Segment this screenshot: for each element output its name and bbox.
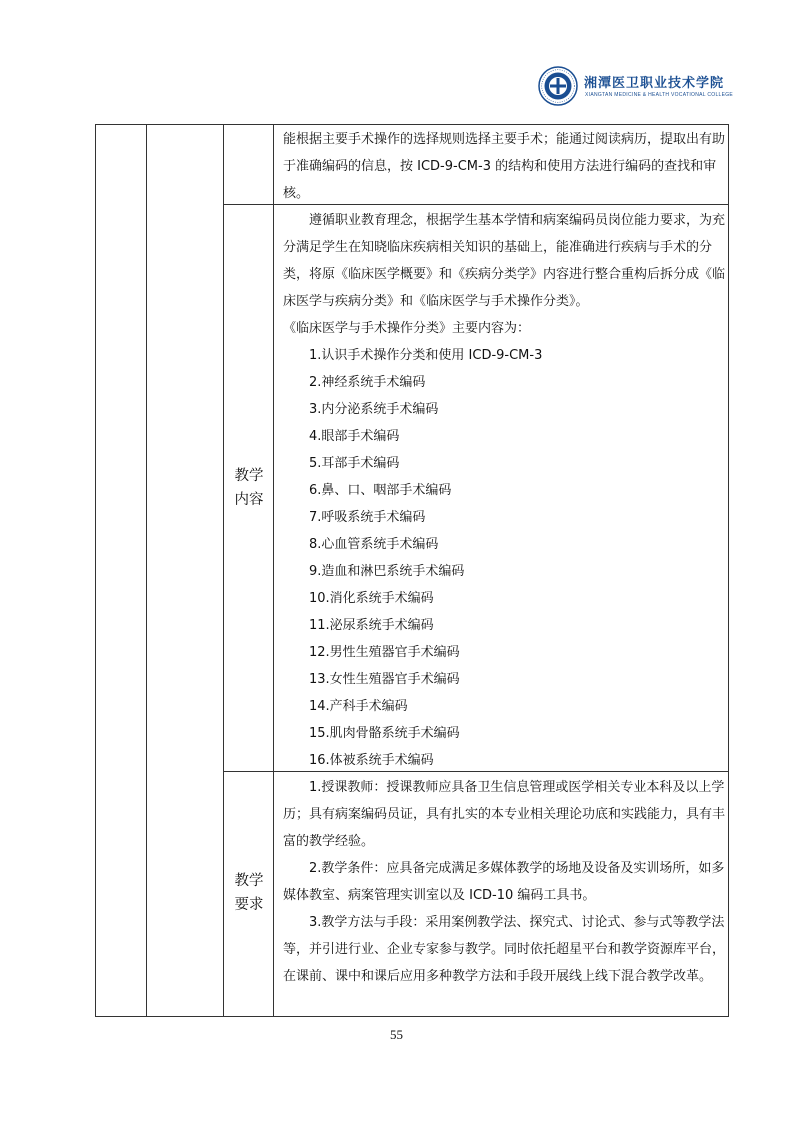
list-item: 9.造血和淋巴系统手术编码 — [309, 564, 465, 579]
teaching-requirements-label — [225, 869, 273, 917]
list-item: 3.内分泌系统手术编码 — [309, 402, 439, 417]
list-item: 5.耳部手术编码 — [309, 456, 400, 471]
list-item: 6.鼻、口、咽部手术编码 — [309, 483, 452, 498]
requirement-paragraph: 3.教学方法与手段：采用案例教学法、探究式、讨论式、参与式等教学法等，并引进行业、企业专家参与教学。同时依托超星平台和教学资源库平台，在课前、课中和课后应用多种教学方法和手段开展线上线下混合教学改革。 — [283, 915, 726, 984]
table-border-right — [728, 124, 729, 1017]
teaching-requirements-cell — [283, 774, 725, 990]
course-table — [95, 124, 729, 1017]
list-item: 8.心血管系统手术编码 — [309, 537, 439, 552]
list-item: 12.男性生殖器官手术编码 — [309, 645, 460, 660]
requirement-paragraph: 1.授课教师：授课教师应具备卫生信息管理或医学相关专业本科及以上学历；具有病案编码员证，具有扎实的本专业相关理论功底和实践能力，具有丰富的教学经验。 — [283, 780, 726, 849]
teaching-content-label-line2: 内容 — [234, 492, 264, 508]
college-name: 湘潭医卫职业技术学院 — [584, 76, 725, 91]
list-item: 16.体被系统手术编码 — [309, 753, 434, 768]
table-border-bottom — [95, 1016, 729, 1017]
teaching-requirements-label-line1: 教学 — [234, 873, 264, 889]
list-item: 11.泌尿系统手术编码 — [309, 618, 434, 633]
college-english-name: XIANGTAN MEDICINE & HEALTH VOCATIONAL COLLEGE — [585, 92, 734, 98]
teaching-requirements-label-line2: 要求 — [234, 897, 264, 913]
content-intro: 遵循职业教育理念，根据学生基本学情和病案编码员岗位能力要求，为充分满足学生在知晓临床疾病相关知识的基础上，能准确进行疾病与手术的分类，将原《临床医学概要》和《疾病分类学》内容进行整合重构后拆分成《临床医学与疾病分类》和《临床医学与手术操作分类》。 — [283, 213, 726, 309]
list-item: 7.呼吸系统手术编码 — [309, 510, 426, 525]
table-border-top — [95, 124, 729, 125]
table-divider-col2 — [223, 124, 224, 1017]
objective-cell — [283, 126, 725, 207]
table-divider-col1 — [146, 124, 147, 1017]
content-lead: 《临床医学与手术操作分类》主要内容为： — [283, 321, 531, 336]
list-item: 15.肌肉骨骼系统手术编码 — [309, 726, 460, 741]
list-item: 10.消化系统手术编码 — [309, 591, 434, 606]
page-number: 55 — [390, 1027, 403, 1042]
list-item: 14.产科手术编码 — [309, 699, 408, 714]
list-item: 1.认识手术操作分类和使用 ICD-9-CM-3 — [309, 348, 543, 363]
college-logo — [538, 66, 734, 106]
requirement-paragraph: 2.教学条件：应具备完成满足多媒体教学的场地及设备及实训场所，如多媒体教室、病案管理实训室以及 ICD-10 编码工具书。 — [283, 861, 725, 903]
list-item: 4.眼部手术编码 — [309, 429, 400, 444]
teaching-content-label-line1: 教学 — [234, 468, 264, 484]
list-item: 13.女性生殖器官手术编码 — [309, 672, 460, 687]
table-border-left — [95, 124, 96, 1017]
table-divider-col3 — [273, 124, 274, 1017]
objective-text: 能根据主要手术操作的选择规则选择主要手术；能通过阅读病历，提取出有助于准确编码的信息，按 ICD-9-CM-3 的结构和使用方法进行编码的查找和审核。 — [283, 132, 726, 201]
college-seal-icon — [538, 66, 578, 106]
list-item: 2.神经系统手术编码 — [309, 375, 426, 390]
teaching-content-label — [225, 464, 273, 512]
teaching-content-cell — [283, 207, 725, 774]
